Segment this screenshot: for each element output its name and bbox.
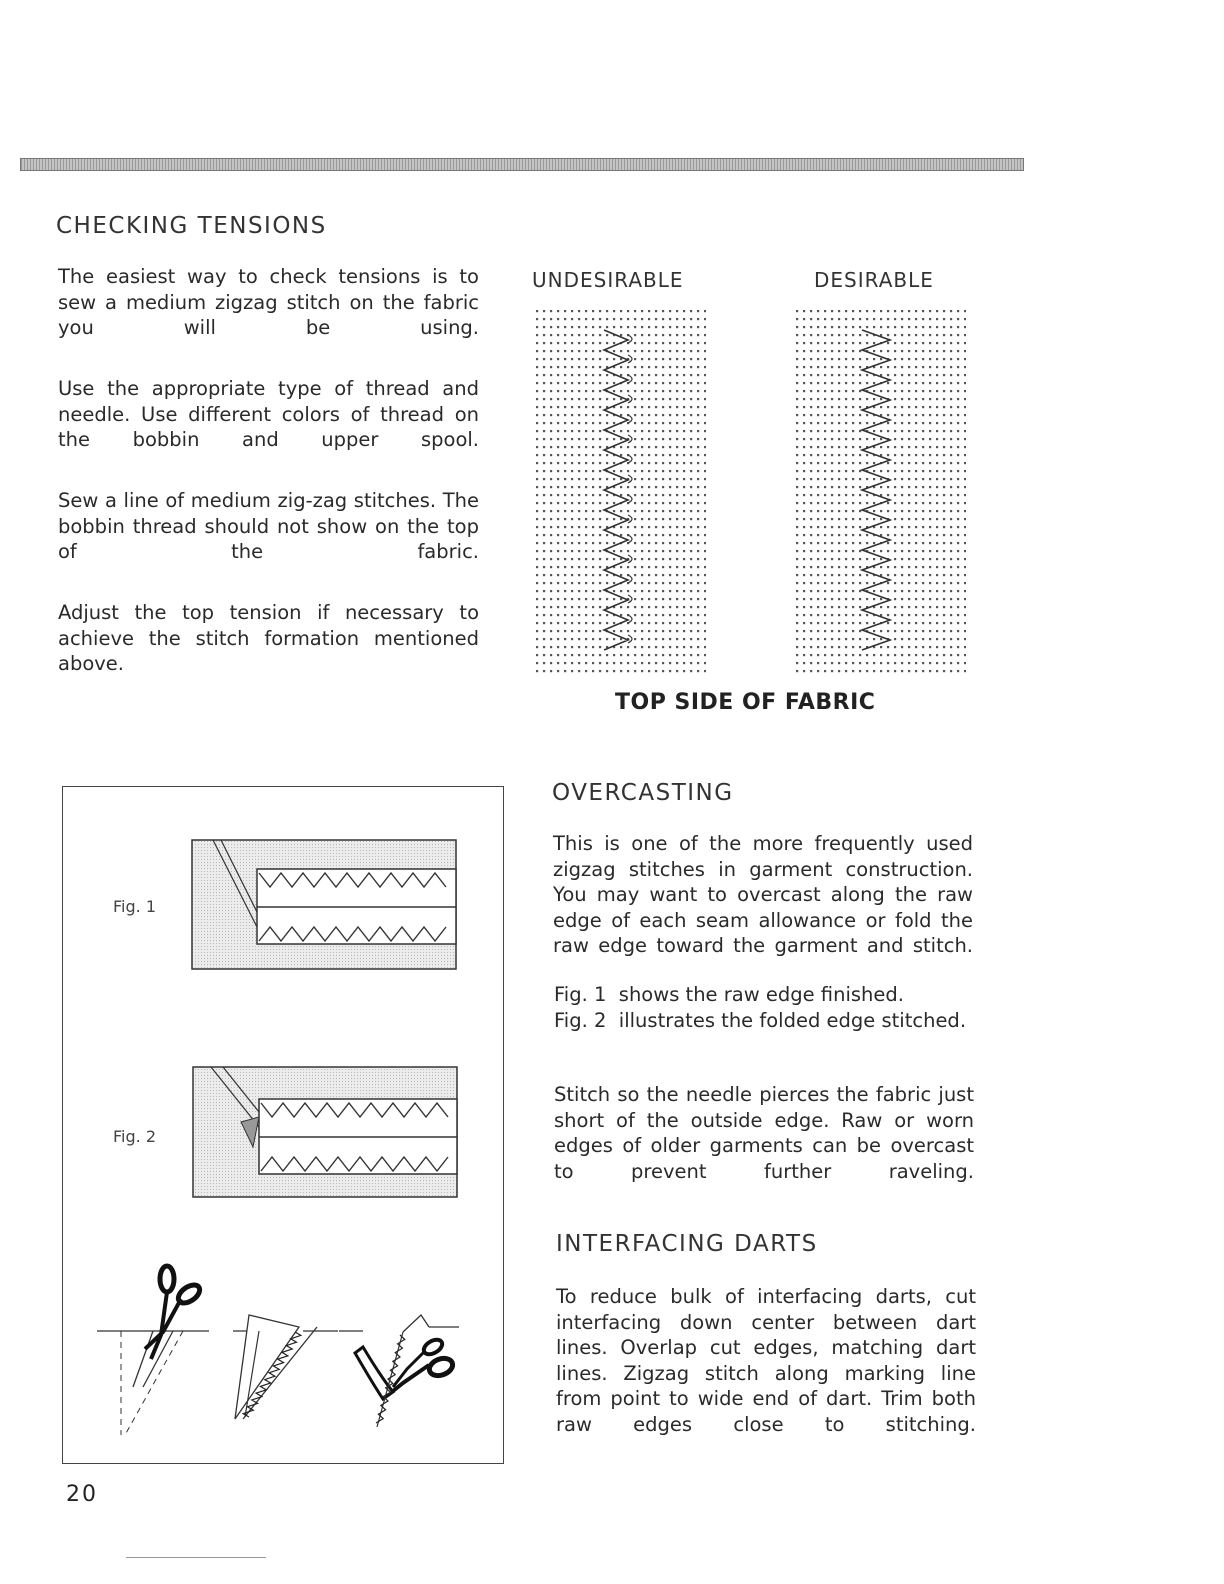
- top-rule: [20, 158, 1024, 171]
- scissors-icon: [393, 1337, 455, 1391]
- top-side-of-fabric-caption: TOP SIDE OF FABRIC: [615, 690, 876, 715]
- paragraph: To reduce bulk of interfacing darts, cut interfacing down center between dart lines. Overlap cut edges, matching dart lines. Zigzag stitch along marking line from point to wide end of dart. Trim both raw edges close to stitching.: [556, 1285, 976, 1436]
- fig-2-note: Fig. 2 illustrates the folded edge stitched.: [554, 1008, 967, 1032]
- dart-trim-drawing: [339, 1315, 459, 1427]
- undesirable-label: UNDESIRABLE: [532, 268, 684, 292]
- desirable-fabric-sample: [788, 300, 970, 680]
- interfacing-darts-heading: INTERFACING DARTS: [556, 1231, 818, 1257]
- page-number: 20: [66, 1482, 98, 1507]
- paragraph: Sew a line of medium zig-zag stitches. The bobbin thread should not show on the top of the fabric.: [58, 489, 479, 563]
- overcasting-stitch-text: [554, 1082, 974, 1220]
- dart-zigzag-drawing: [233, 1315, 338, 1419]
- undesirable-fabric-sample: [528, 300, 710, 680]
- fig-1-label: Fig. 1: [113, 897, 156, 916]
- fig-1-note: Fig. 1 shows the raw edge finished.: [554, 983, 904, 1006]
- scissors-icon: [145, 1266, 203, 1359]
- paragraph: This is one of the more frequently used zigzag stitches in garment construction. You may want to overcast along the raw edge of each seam allowance or fold the raw edge toward the garment and stitch.: [553, 832, 973, 957]
- fig-2-drawing: [193, 1067, 457, 1197]
- paragraph: Stitch so the needle pierces the fabric just short of the outside edge. Raw or worn edges of older garments can be overcast to prevent further raveling.: [554, 1083, 974, 1183]
- overcasting-illustration-box: [62, 786, 504, 1464]
- desirable-label: DESIRABLE: [814, 268, 934, 292]
- overcasting-heading: OVERCASTING: [552, 780, 734, 806]
- overcasting-fig-notes: [554, 982, 984, 1033]
- paragraph: The easiest way to check tensions is to sew a medium zigzag stitch on the fabric you will be using.: [58, 265, 479, 339]
- figures-drawing: [63, 787, 503, 1463]
- interfacing-darts-text: [556, 1284, 976, 1473]
- footer-line: [126, 1557, 266, 1558]
- paragraph: Adjust the top tension if necessary to achieve the stitch formation mentioned above.: [58, 601, 479, 675]
- overcasting-text: [553, 831, 973, 994]
- dart-cut-drawing: [97, 1266, 209, 1435]
- checking-tensions-heading: CHECKING TENSIONS: [56, 213, 327, 239]
- fig-2-label: Fig. 2: [113, 1127, 156, 1146]
- fig-1-drawing: [192, 840, 456, 969]
- checking-tensions-text: [58, 264, 479, 712]
- paragraph: Use the appropriate type of thread and needle. Use different colors of thread on the bobbin and upper spool.: [58, 377, 479, 451]
